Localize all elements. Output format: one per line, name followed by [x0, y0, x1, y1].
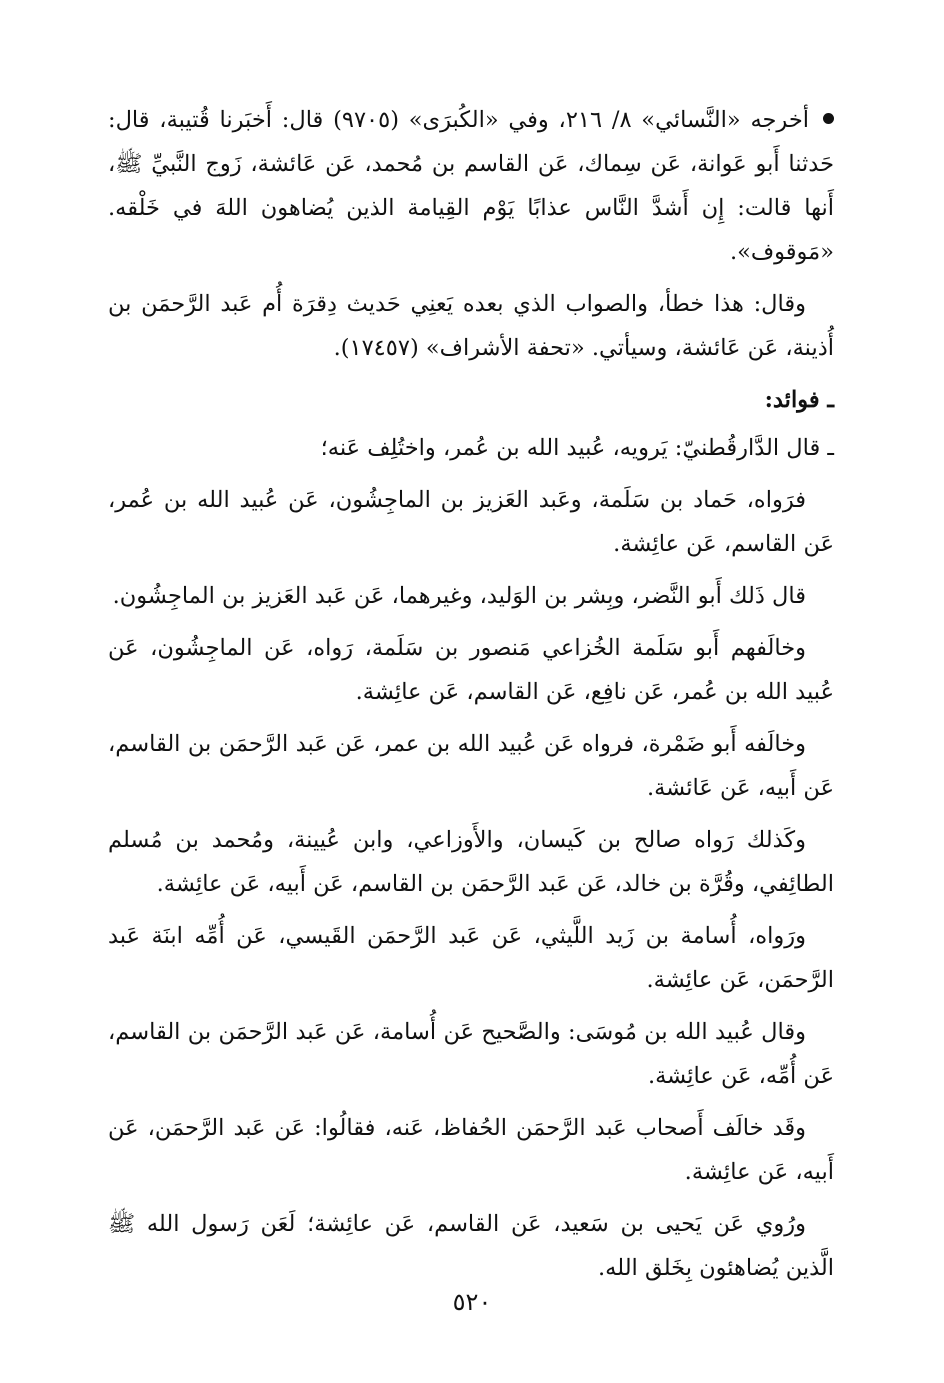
paragraph: قال ذَلك أَبو النَّضر، وبِشر بن الوَليد، وغيرهما، عَن عَبد العَزيز بن الماجِشُون. — [112, 583, 806, 609]
paragraph: وقال عُبيد الله بن مُوسَى: والصَّحيح عَن أُسامة، عَن عَبد الرَّحمَن بن القاسم، عَن أُمِّه، عَن عائِشة. — [108, 1019, 834, 1089]
page-body — [108, 98, 834, 1298]
paragraph-takhrij — [108, 98, 834, 274]
paragraph: وخالَفه أَبو ضَمْرة، فرواه عَن عُبيد الله بن عمر، عَن عَبد الرَّحمَن بن القاسم، عَن أَبيه، عَن عَائشة. — [108, 731, 834, 801]
bullet-icon — [823, 113, 834, 124]
paragraph: ورُوي عَن يَحيى بن سَعيد، عَن القاسم، عَن عائِشة؛ لَعَن رَسول الله ﷺ الَّذين يُضاهئون بِخَلق الله. — [108, 1211, 834, 1281]
paragraph: وقَد خالَف أَصحاب عَبد الرَّحمَن الحُفاظ، عَنه، فقالُوا: عَن عَبد الرَّحمَن، عَن أَبيه، عَن عائِشة. — [108, 1115, 834, 1185]
paragraph-text: أخرجه «النَّسائي» ٨/ ٢١٦، وفي «الكُبرَى» (٩٧٠٥) قال: أَخبَرنا قُتيبة، قال: حَدثنا أَبو عَوانة، عَن سِماك، عَن القاسم بن مُحمد، عَن عَائشة، زَوج النَّبيِّ ﷺ، أَنها قالت: إِن أَشدَّ النَّاس عذابًا يَوْم القِيامة الذين يُضاهون اللهَ في خَلْقه. «مَوقوف». — [108, 107, 834, 265]
paragraph: وكَذلك رَواه صالح بن كَيسان، والأَوزاعي، وابن عُيينة، ومُحمد بن مُسلم الطائِفي، وقُرَّة بن خالد، عَن عَبد الرَّحمَن بن القاسم، عَن أَبيه، عَن عائِشة. — [108, 827, 834, 897]
section-heading: ـ فوائد: — [764, 387, 834, 413]
paragraph-comment: وقال: هذا خطأ، والصواب الذي بعده يَعنِي حَديث دِقرَة أُم عَبد الرَّحمَن بن أُذينة، عَن عَائشة، وسيأتي. «تحفة الأشراف» (١٧٤٥٧). — [108, 291, 834, 361]
page-number: ٥٢٠ — [452, 1288, 492, 1316]
paragraph: ورَواه، أُسامة بن زَيد اللَّيثي، عَن عَبد الرَّحمَن القَيسي، عَن أُمِّه ابنَة عَبد الرَّحمَن، عَن عائِشة. — [108, 923, 834, 993]
paragraph: وخالَفهم أَبو سَلَمة الخُزاعي مَنصور بن سَلَمة، رَواه، عَن الماجِشُون، عَن عُبيد الله بن عُمر، عَن نافِع، عَن القاسم، عَن عائِشة. — [108, 635, 834, 705]
paragraph-daraqutni: ـ قال الدَّارقُطنيّ: يَرويه، عُبيد الله بن عُمر، واختُلِف عَنه؛ — [320, 435, 834, 461]
paragraph: فرَواه، حَماد بن سَلَمة، وعَبد العَزيز بن الماجِشُون، عَن عُبيد الله بن عُمر، عَن القاسم، عَن عائِشة. — [108, 487, 834, 557]
